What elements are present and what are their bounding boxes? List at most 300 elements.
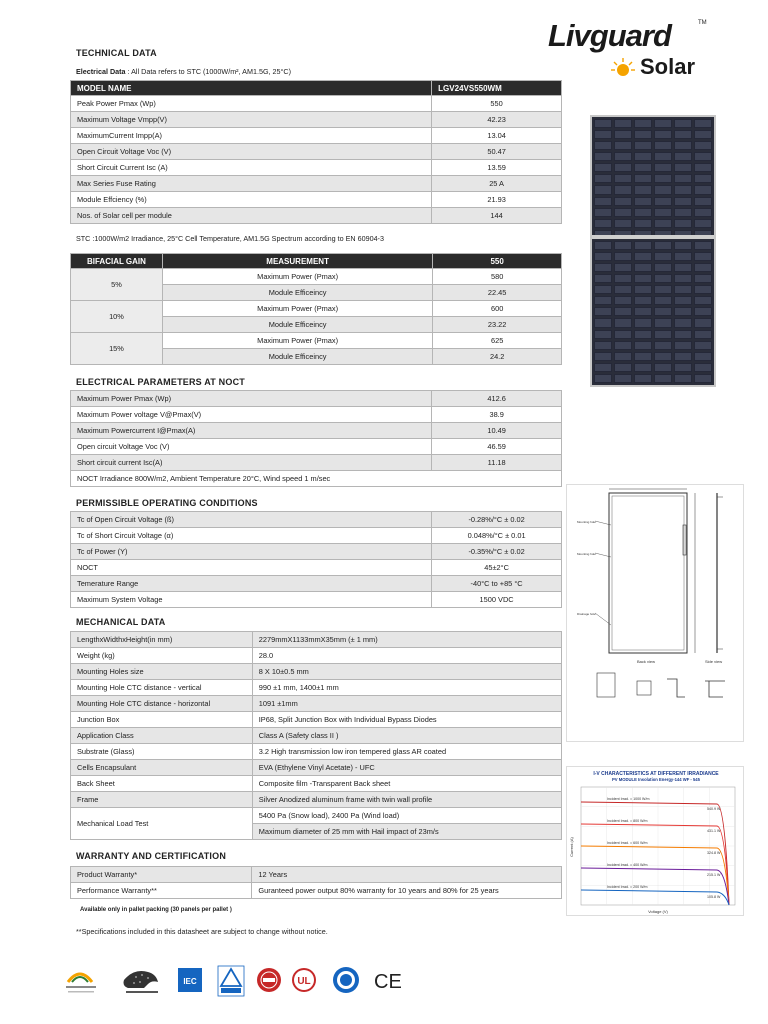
parameter-value: 990 ±1 mm, 1400±1 mm (252, 680, 561, 696)
solar-cell (634, 296, 652, 305)
solar-cell (614, 208, 632, 217)
bifacial-gain-table (70, 253, 562, 365)
parameter-value: 50.47 (432, 144, 562, 160)
solar-cell (634, 318, 652, 327)
table-row (71, 301, 562, 317)
electrical-data-note-text: : All Data refers to STC (1000W/m², AM1.5G, 25°C) (125, 67, 291, 76)
solar-cell (674, 208, 692, 217)
parameter-label: Cells Encapsulant (71, 760, 253, 776)
bifacial-gain-value: 5% (71, 269, 163, 301)
table-row (71, 664, 562, 680)
iv-chart-subtitle: PV MODULE Insolation Energy-144 WF - 545 (612, 777, 700, 782)
parameter-label: NOCT (71, 560, 432, 576)
table-row (71, 792, 562, 808)
panel-cell-grid (594, 119, 712, 383)
parameter-value: Class A (Safety class II ) (252, 728, 561, 744)
solar-cell (654, 318, 672, 327)
solar-cell (594, 241, 612, 250)
iv-chart-title: I-V CHARACTERISTICS AT DIFFERENT IRRADIANCE (593, 771, 719, 777)
parameter-value: Silver Anodized aluminum frame with twin wall profile (252, 792, 561, 808)
solar-cell (614, 274, 632, 283)
solar-cell (674, 219, 692, 228)
parameter-value: -0.28%/°C ± 0.02 (432, 512, 562, 528)
solar-cell (654, 285, 672, 294)
solar-cell (594, 252, 612, 261)
electrical-data-table (70, 80, 562, 224)
solar-cell (654, 352, 672, 361)
parameter-value: 1091 ±1mm (252, 696, 561, 712)
quality-seal-icon (257, 968, 281, 992)
iv-characteristics-chart (566, 766, 744, 916)
parameter-value: 46.59 (432, 439, 562, 455)
solar-cell (654, 307, 672, 316)
solar-cell (674, 374, 692, 383)
svg-text:IEC: IEC (183, 977, 197, 986)
solar-cell (694, 363, 712, 372)
solar-cell (634, 119, 652, 128)
solar-cell (614, 307, 632, 316)
solar-cell (594, 263, 612, 272)
solar-cell (634, 163, 652, 172)
panel-split-line (592, 235, 714, 239)
parameter-label: Junction Box (71, 712, 253, 728)
parameter-value: 25 A (432, 176, 562, 192)
solar-cell (694, 130, 712, 139)
solar-cell (694, 252, 712, 261)
parameter-value: 3.2 High transmission low iron tempered glass AR coated (252, 744, 561, 760)
parameter-value: 10.49 (432, 423, 562, 439)
parameter-value: 144 (432, 208, 562, 224)
parameter-label: Temerature Range (71, 576, 432, 592)
solar-cell (594, 307, 612, 316)
solar-cell (594, 296, 612, 305)
solar-cell (634, 174, 652, 183)
parameter-label: Tc of Short Circuit Voltage (α) (71, 528, 432, 544)
solar-cell (594, 352, 612, 361)
parameter-label: Maximum Power Pmax (Wp) (71, 391, 432, 407)
table-row (71, 760, 562, 776)
warranty-label: Product Warranty* (71, 867, 252, 883)
solar-cell (654, 130, 672, 139)
solar-cell (654, 174, 672, 183)
model-number-header: LGV24VS550WM (432, 81, 562, 96)
frame-detail-3 (667, 679, 685, 697)
pallet-note: Available only in pallet packing (30 panels per pallet ) (80, 907, 232, 913)
solar-cell (654, 208, 672, 217)
solar-cell (654, 152, 672, 161)
solar-cell (654, 341, 672, 350)
operating-conditions-title: PERMISSIBLE OPERATING CONDITIONS (76, 498, 258, 508)
solar-cell (694, 341, 712, 350)
parameter-value: 5400 Pa (Snow load), 2400 Pa (Wind load) (252, 808, 561, 824)
iv-chart-svg (567, 767, 745, 917)
parameter-value: 412.6 (432, 391, 562, 407)
table-row (71, 648, 562, 664)
solar-cell (654, 119, 672, 128)
solar-cell (614, 263, 632, 272)
iv-curve-label: Incident Irrad. = 800 W/m (607, 819, 648, 823)
table-row (71, 144, 562, 160)
parameter-label: Open circuit Voltage Voc (V) (71, 439, 432, 455)
table-row (71, 471, 562, 487)
solar-cell (614, 119, 632, 128)
drawing-callout-3: Drainage hole (577, 612, 596, 616)
noct-table (70, 390, 562, 487)
table-row (71, 439, 562, 455)
solar-cell (634, 130, 652, 139)
parameter-value: 13.04 (432, 128, 562, 144)
solar-cell (634, 197, 652, 206)
mechanical-data-title: MECHANICAL DATA (76, 617, 166, 627)
table-row (71, 455, 562, 471)
solar-cell (594, 208, 612, 217)
solar-cell (594, 341, 612, 350)
mechanical-data-table (70, 631, 562, 840)
specification-note: **Specifications included in this datasheet are subject to change without notice. (76, 927, 328, 936)
parameter-label: Maximum Voltage Vmpp(V) (71, 112, 432, 128)
measurement-label: Module Efficeincy (162, 317, 432, 333)
solar-cell (694, 197, 712, 206)
logo-solar: Solar (640, 54, 696, 79)
solar-cell (654, 374, 672, 383)
solar-cell (634, 285, 652, 294)
table-row (71, 407, 562, 423)
solar-cell (614, 130, 632, 139)
parameter-label: Mechanical Load Test (71, 808, 253, 840)
solar-cell (594, 197, 612, 206)
parameter-label: Application Class (71, 728, 253, 744)
stc-note: STC :1000W/m2 Irradiance, 25°C Cell Temperature, AM1.5G Spectrum according to EN 60904-3 (76, 234, 384, 243)
solar-cell (634, 152, 652, 161)
solar-cell (654, 274, 672, 283)
solar-cell (614, 163, 632, 172)
table-row (71, 867, 562, 883)
solar-cell (594, 119, 612, 128)
solar-cell (674, 252, 692, 261)
table-row (71, 680, 562, 696)
solar-cell (614, 141, 632, 150)
parameter-value: 21.93 (432, 192, 562, 208)
solar-cell (654, 263, 672, 272)
measurement-value: 22.45 (433, 285, 562, 301)
solar-cell (654, 330, 672, 339)
solar-cell (674, 263, 692, 272)
solar-cell (694, 330, 712, 339)
make-in-india-icon (124, 971, 159, 993)
table-row (71, 728, 562, 744)
solar-cell (654, 363, 672, 372)
parameter-label: Mounting Hole CTC distance - horizontal (71, 696, 253, 712)
iec-icon (178, 968, 202, 992)
solar-cell (614, 352, 632, 361)
parameter-value: 11.18 (432, 455, 562, 471)
parameter-label: Maximum Powercurrent I@Pmax(A) (71, 423, 432, 439)
table-row (71, 333, 562, 349)
solar-cell (674, 352, 692, 361)
table-row (71, 883, 562, 899)
solar-cell (594, 219, 612, 228)
solar-cell (694, 141, 712, 150)
table-row (71, 423, 562, 439)
solar-cell (654, 219, 672, 228)
parameter-label: Tc of Power (Y) (71, 544, 432, 560)
drawing-side-view-label: Side view (705, 659, 723, 664)
solar-cell (594, 163, 612, 172)
table-row (71, 544, 562, 560)
solar-cell (674, 363, 692, 372)
warranty-value: Guranteed power output 80% warranty for 10 years and 80% for 25 years (252, 883, 562, 899)
warranty-value: 12 Years (252, 867, 562, 883)
solar-cell (694, 219, 712, 228)
parameter-value: 42.23 (432, 112, 562, 128)
solar-cell (634, 352, 652, 361)
frame-detail-1 (597, 673, 615, 697)
parameter-value: IP68, Split Junction Box with Individual Bypass Diodes (252, 712, 561, 728)
ce-mark-icon: CE (374, 971, 402, 993)
measurement-value: 600 (433, 301, 562, 317)
solar-cell (674, 330, 692, 339)
electrical-data-note (76, 67, 291, 76)
solar-cell (674, 318, 692, 327)
warranty-title: WARRANTY AND CERTIFICATION (76, 851, 227, 861)
svg-text:UL: UL (297, 976, 311, 987)
solar-panel-image (590, 115, 716, 387)
solar-cell (594, 141, 612, 150)
parameter-label: Peak Power Pmax (Wp) (71, 96, 432, 112)
measurement-label: Maximum Power (Pmax) (162, 333, 432, 349)
solar-cell (694, 152, 712, 161)
certification-logos-svg (64, 958, 414, 1002)
drawing-callout-1: Mounting hole (577, 520, 596, 524)
solar-cell (634, 241, 652, 250)
solar-cell (654, 141, 672, 150)
iv-curve-label: Incident Irrad. = 200 W/m (607, 885, 648, 889)
iv-curve-power: 540.9 W (707, 807, 721, 811)
iso-certification-icon (333, 967, 359, 993)
solar-cell (594, 363, 612, 372)
solar-cell (674, 141, 692, 150)
table-row (71, 744, 562, 760)
table-row (71, 112, 562, 128)
table-row (71, 632, 562, 648)
table-row (71, 176, 562, 192)
table-row (71, 192, 562, 208)
solar-cell (694, 274, 712, 283)
solar-cell (694, 374, 712, 383)
technical-data-title: TECHNICAL DATA (76, 48, 157, 58)
measurement-label: Module Efficeincy (162, 349, 432, 365)
table-row (71, 128, 562, 144)
bifacial-gain-value: 10% (71, 301, 163, 333)
table-row (71, 808, 562, 824)
mnre-logo-icon (66, 974, 96, 993)
parameter-label: Maximum Power voltage V@Pmax(V) (71, 407, 432, 423)
parameter-label: Back Sheet (71, 776, 253, 792)
solar-cell (674, 274, 692, 283)
parameter-value: 1500 VDC (432, 592, 562, 608)
solar-cell (634, 252, 652, 261)
table-row (71, 96, 562, 112)
parameter-label: Nos. of Solar cell per module (71, 208, 432, 224)
solar-cell (654, 252, 672, 261)
table-row (71, 576, 562, 592)
parameter-value: 0.048%/°C ± 0.01 (432, 528, 562, 544)
solar-cell (634, 263, 652, 272)
iv-y-axis-label: Current (A) (569, 837, 574, 857)
table-row (71, 560, 562, 576)
warranty-table (70, 866, 562, 899)
table-row (71, 391, 562, 407)
ul-certification-icon (292, 968, 316, 992)
solar-cell (634, 208, 652, 217)
parameter-label: Mounting Hole CTC distance - vertical (71, 680, 253, 696)
table-row (71, 696, 562, 712)
parameter-label: MaximumCurrent Impp(A) (71, 128, 432, 144)
table-row (71, 776, 562, 792)
model-name-header: MODEL NAME (71, 81, 432, 96)
measurement-value: 24.2 (433, 349, 562, 365)
solar-cell (594, 130, 612, 139)
table-row (71, 528, 562, 544)
parameter-label: Short circuit current Isc(A) (71, 455, 432, 471)
iv-curve-label: Incident Irrad. = 400 W/m (607, 863, 648, 867)
solar-cell (674, 307, 692, 316)
solar-cell (614, 197, 632, 206)
electrical-data-note-label: Electrical Data (76, 67, 126, 76)
solar-cell (634, 274, 652, 283)
solar-cell (694, 208, 712, 217)
solar-cell (674, 185, 692, 194)
parameter-label: Module Effciency (%) (71, 192, 432, 208)
solar-cell (694, 163, 712, 172)
solar-cell (694, 352, 712, 361)
solar-cell (614, 374, 632, 383)
noct-title: ELECTRICAL PARAMETERS AT NOCT (76, 377, 245, 387)
measurement-label: Module Efficeincy (162, 285, 432, 301)
parameter-label: Weight (kg) (71, 648, 253, 664)
iv-curve-power: 105.8 W (707, 895, 721, 899)
measurement-label: Maximum Power (Pmax) (162, 301, 432, 317)
solar-cell (614, 174, 632, 183)
measurement-header: MEASUREMENT (162, 254, 432, 269)
parameter-value: 38.9 (432, 407, 562, 423)
parameter-value: -40°C to +85 °C (432, 576, 562, 592)
solar-cell (594, 274, 612, 283)
table-row (71, 160, 562, 176)
table-row (71, 712, 562, 728)
solar-cell (614, 185, 632, 194)
parameter-label: Maximum System Voltage (71, 592, 432, 608)
solar-cell (694, 119, 712, 128)
solar-cell (594, 318, 612, 327)
warranty-label: Performance Warranty** (71, 883, 252, 899)
solar-cell (634, 374, 652, 383)
solar-cell (594, 374, 612, 383)
iv-curve-power: 431.1 W (707, 829, 721, 833)
solar-cell (614, 241, 632, 250)
bifacial-gain-value: 15% (71, 333, 163, 365)
solar-cell (674, 296, 692, 305)
parameter-value: -0.35%/°C ± 0.02 (432, 544, 562, 560)
solar-cell (694, 296, 712, 305)
solar-cell (674, 174, 692, 183)
bifacial-gain-header: BIFACIAL GAIN (71, 254, 163, 269)
bis-certification-icon (218, 966, 244, 996)
parameter-value: Composite film -Transparent Back sheet (252, 776, 561, 792)
parameter-label: Max Series Fuse Rating (71, 176, 432, 192)
table-header-row (71, 254, 562, 269)
solar-cell (614, 219, 632, 228)
solar-cell (674, 130, 692, 139)
livguard-solar-logo (548, 18, 708, 80)
solar-cell (634, 219, 652, 228)
solar-cell (674, 341, 692, 350)
solar-cell (594, 285, 612, 294)
solar-cell (634, 341, 652, 350)
table-row (71, 512, 562, 528)
solar-cell (654, 241, 672, 250)
frame-detail-4 (705, 681, 725, 697)
logo-tm: TM (698, 20, 707, 26)
iv-curve-power: 215.1 W (707, 873, 721, 877)
parameter-label: LengthxWidthxHeight(in mm) (71, 632, 253, 648)
parameter-value: 2279mmX1133mmX35mm (± 1 mm) (252, 632, 561, 648)
iv-curve-label: Incident Irrad. = 600 W/m (607, 841, 648, 845)
solar-cell (674, 119, 692, 128)
solar-cell (614, 318, 632, 327)
measurement-value: 23.22 (433, 317, 562, 333)
solar-cell (614, 285, 632, 294)
table-row (71, 592, 562, 608)
parameter-label: Frame (71, 792, 253, 808)
measurement-value: 625 (433, 333, 562, 349)
solar-cell (634, 141, 652, 150)
drawing-callout-2: Mounting hole (577, 552, 596, 556)
solar-cell (634, 330, 652, 339)
solar-cell (674, 285, 692, 294)
parameter-label: Short Circuit Current Isc (A) (71, 160, 432, 176)
parameter-value: 550 (432, 96, 562, 112)
measurement-label: Maximum Power (Pmax) (162, 269, 432, 285)
mechanical-drawing-svg (567, 485, 745, 743)
parameter-value: 45±2°C (432, 560, 562, 576)
certification-logos (64, 958, 414, 1002)
solar-cell (674, 152, 692, 161)
table-row (71, 208, 562, 224)
solar-cell (674, 241, 692, 250)
solar-cell (614, 252, 632, 261)
solar-cell (614, 363, 632, 372)
parameter-label: Mounting Holes size (71, 664, 253, 680)
parameter-value: 8 X 10±0.5 mm (252, 664, 561, 680)
solar-cell (694, 285, 712, 294)
iv-x-axis-label: Voltage (V) (648, 909, 668, 914)
solar-cell (594, 174, 612, 183)
parameter-value: Maximum diameter of 25 mm with Hail impact of 23m/s (252, 824, 561, 840)
parameter-value: 13.59 (432, 160, 562, 176)
solar-cell (634, 185, 652, 194)
iv-curve-label: Incident Irrad. = 1000 W/m (607, 797, 650, 801)
bifacial-value-header: 550 (433, 254, 562, 269)
parameter-value: EVA (Ethylene Vinyl Acetate) - UFC (252, 760, 561, 776)
solar-cell (654, 197, 672, 206)
solar-cell (674, 163, 692, 172)
parameter-label: Substrate (Glass) (71, 744, 253, 760)
sun-icon (610, 56, 636, 78)
solar-cell (694, 174, 712, 183)
solar-cell (614, 341, 632, 350)
solar-cell (614, 296, 632, 305)
